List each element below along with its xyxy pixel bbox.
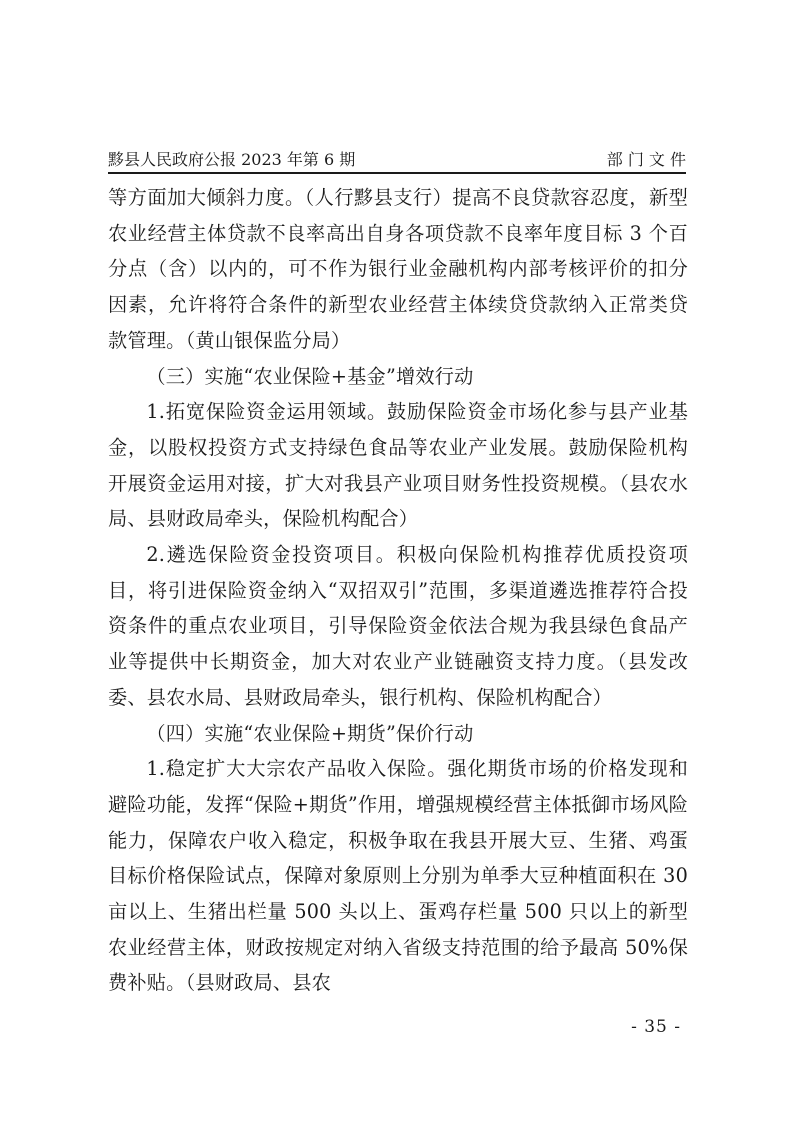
publication-title: 黟县人民政府公报 2023 年第 6 期 [108,150,356,169]
document-body [108,180,688,1001]
page-header [108,146,686,170]
paragraph-item-3-1: 1.拓宽保险资金运用领域。鼓励保险资金市场化参与县产业基金，以股权投资方式支持绿色食品等农业产业发展。鼓励保险机构开展资金运用对接，扩大对我县产业项目财务性投资规模。（县农水局、县财政局牵头，保险机构配合） [108,400,688,531]
section-title: 部 门 文 件 [606,150,686,169]
page-number: - 35 - [631,1017,681,1037]
paragraph-continued: 等方面加大倾斜力度。（人行黟县支行）提高不良贷款容忍度，新型农业经营主体贷款不良率高出自身各项贷款不良率年度目标 3 个百分点（含）以内的，可不作为银行业金融机构内部考核评价的扣分因素，允许将符合条件的新型农业经营主体续贷贷款纳入正常类贷款管理。（黄山银保监分局） [108,186,688,352]
paragraph-item-3-2: 2.遴选保险资金投资项目。积极向保险机构推荐优质投资项目，将引进保险资金纳入“双招双引”范围，多渠道遴选推荐符合投资条件的重点农业项目，引导保险资金依法合规为我县绿色食品产业等提供中长期资金，加大对农业产业链融资支持力度。（县发改委、县农水局、县财政局牵头，银行机构、保险机构配合） [108,543,688,709]
section-heading-3: （三）实施“农业保险+基金”增效行动 [146,364,474,388]
section-heading-4: （四）实施“农业保险+期货”保价行动 [146,721,474,745]
paragraph-item-4-1: 1.稳定扩大大宗农产品收入保险。强化期货市场的价格发现和避险功能，发挥“保险+期货”作用，增强规模经营主体抵御市场风险能力，保障农户收入稳定，积极争取在我县开展大豆、生猪、鸡蛋目标价格保险试点，保障对象原则上分别为单季大豆种植面积在 30 亩以上、生猪出栏量 500 头以上、蛋鸡存栏量 500 只以上的新型农业经营主体，财政按规定对纳入省级支持范围的给予最高 50%保费补贴。（县财政局、县农 [108,757,688,995]
header-divider [108,172,686,174]
